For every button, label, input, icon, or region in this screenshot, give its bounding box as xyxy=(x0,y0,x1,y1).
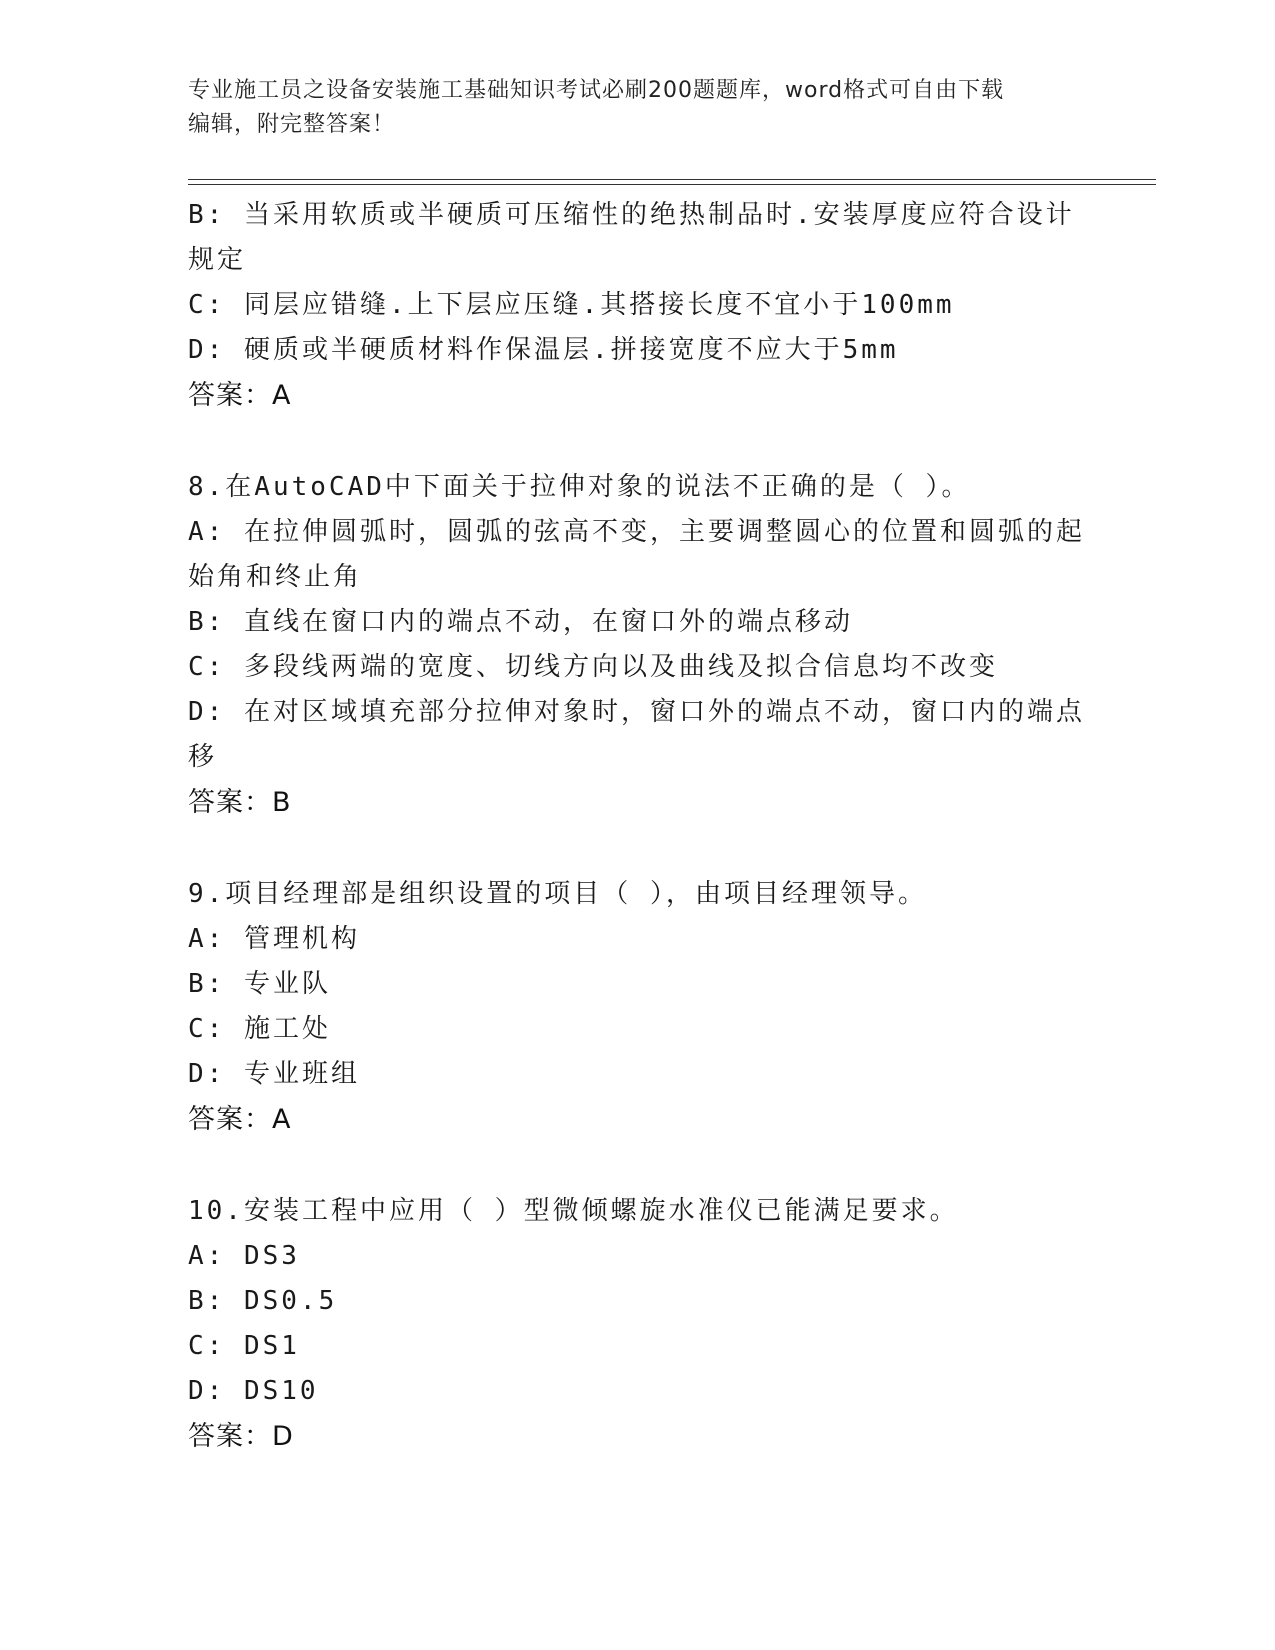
option-d: D: DS10 xyxy=(188,1376,319,1406)
answer-label: 答案：A xyxy=(188,1104,292,1135)
question-text: 8.在AutoCAD中下面关于拉伸对象的说法不正确的是（ ）。 xyxy=(188,472,971,502)
answer-label: 答案：D xyxy=(188,1421,294,1452)
question-text: 10.安装工程中应用（ ）型微倾螺旋水准仪已能满足要求。 xyxy=(188,1196,959,1226)
question-block-8 xyxy=(188,465,1088,825)
option-b-line-2: 规定 xyxy=(188,245,247,275)
option-d-line-2: 移 xyxy=(188,742,218,772)
header-line-1: 专业施工员之设备安装施工基础知识考试必刷200题题库，word格式可自由下载 xyxy=(188,78,1005,103)
header-line-2: 编辑，附完整答案！ xyxy=(188,112,396,137)
answer-label: 答案：A xyxy=(188,380,292,411)
question-spacer xyxy=(188,1142,1088,1189)
question-block-9 xyxy=(188,872,1088,1142)
option-b: B: DS0.5 xyxy=(188,1286,338,1316)
option-a-line-2: 始角和终止角 xyxy=(188,562,363,592)
option-c: C: 同层应错缝.上下层应压缝.其搭接长度不宜小于100mm xyxy=(188,290,955,320)
question-block-7 xyxy=(188,193,1088,418)
question-list xyxy=(188,193,1088,1459)
option-b-line-1: B: 当采用软质或半硬质可压缩性的绝热制品时.安装厚度应符合设计 xyxy=(188,200,1075,230)
option-b: B: 专业队 xyxy=(188,969,331,999)
question-block-10 xyxy=(188,1189,1088,1459)
question-spacer xyxy=(188,825,1088,872)
question-text: 9.项目经理部是组织设置的项目（ ），由项目经理领导。 xyxy=(188,879,927,909)
option-d: D: 硬质或半硬质材料作保温层.拼接宽度不应大于5mm xyxy=(188,335,899,365)
option-a: A: DS3 xyxy=(188,1241,300,1271)
header-divider-bottom xyxy=(188,184,1156,185)
option-c: C: DS1 xyxy=(188,1331,300,1361)
answer-label: 答案：B xyxy=(188,787,292,818)
option-a-line-1: A: 在拉伸圆弧时，圆弧的弦高不变，主要调整圆心的位置和圆弧的起 xyxy=(188,517,1085,547)
option-a: A: 管理机构 xyxy=(188,924,360,954)
option-d: D: 专业班组 xyxy=(188,1059,360,1089)
question-spacer xyxy=(188,418,1088,465)
option-b: B: 直线在窗口内的端点不动，在窗口外的端点移动 xyxy=(188,607,853,637)
option-c: C: 施工处 xyxy=(188,1014,331,1044)
option-d-line-1: D: 在对区域填充部分拉伸对象时，窗口外的端点不动，窗口内的端点 xyxy=(188,697,1085,727)
document-header xyxy=(188,74,1088,142)
header-divider-top xyxy=(188,179,1156,180)
option-c: C: 多段线两端的宽度、切线方向以及曲线及拟合信息均不改变 xyxy=(188,652,998,682)
